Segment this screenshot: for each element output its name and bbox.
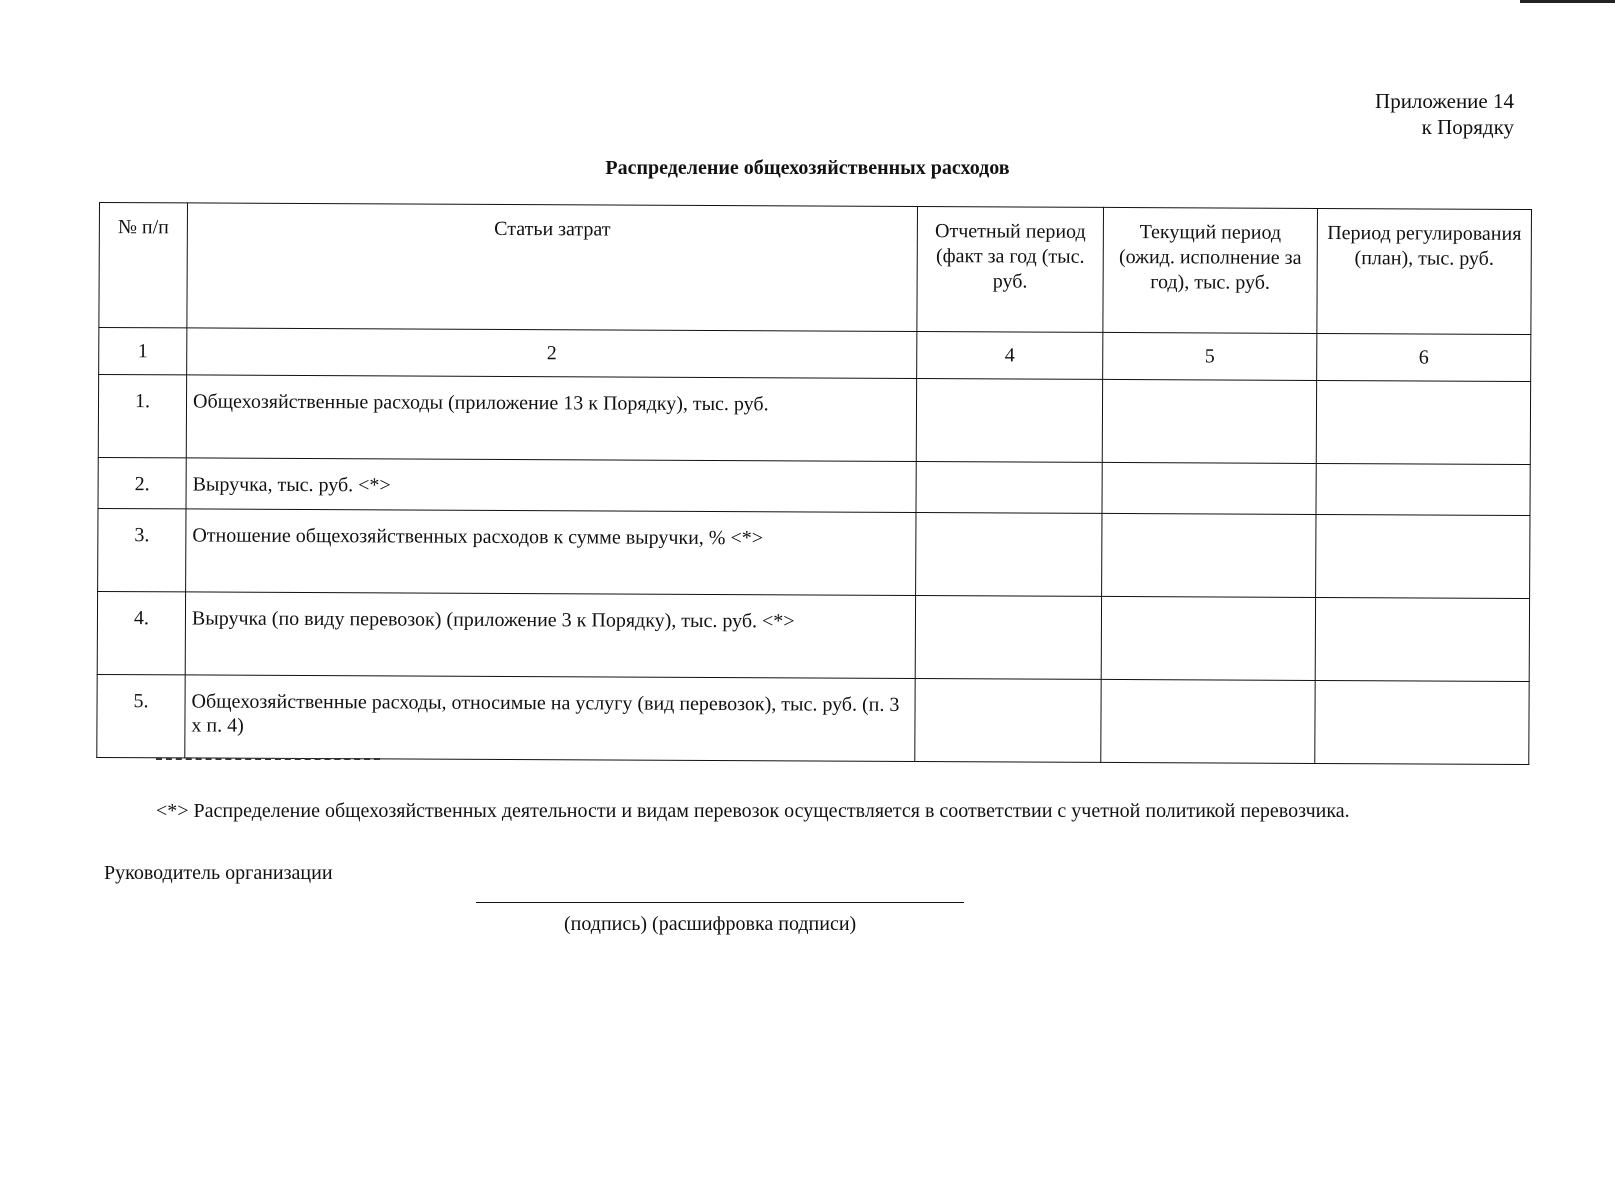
- signer-label: Руководитель организации: [104, 862, 333, 884]
- current-value-cell[interactable]: [1102, 462, 1316, 514]
- expense-distribution-table: [96, 202, 1532, 765]
- row-item: Отношение общехозяйственных расходов к сумме выручки, % <*>: [186, 509, 916, 596]
- signature-line[interactable]: [476, 902, 964, 903]
- appendix-number: Приложение 14: [1375, 89, 1514, 113]
- appendix-to-order: к Порядку: [1421, 115, 1514, 139]
- reported-value-cell[interactable]: [916, 378, 1102, 462]
- row-number: 3.: [98, 508, 186, 591]
- reported-value-cell[interactable]: [915, 595, 1101, 679]
- row-number: 4.: [97, 591, 185, 674]
- reported-value-cell[interactable]: [916, 512, 1102, 596]
- reported-value-cell[interactable]: [915, 678, 1101, 762]
- header-cell-number: № п/п: [99, 203, 188, 328]
- column-number: 2: [187, 328, 917, 379]
- regulation-value-cell[interactable]: [1315, 597, 1529, 681]
- table-row: [98, 457, 1530, 515]
- row-number: 1.: [98, 375, 186, 458]
- column-number: 5: [1103, 332, 1317, 380]
- regulation-value-cell[interactable]: [1316, 380, 1530, 464]
- table-row: [97, 674, 1529, 764]
- regulation-value-cell[interactable]: [1316, 514, 1530, 598]
- current-value-cell[interactable]: [1101, 596, 1315, 680]
- column-number: 4: [917, 331, 1103, 379]
- header-cell-regulation-period: Период регулирования (план), тыс. руб.: [1317, 208, 1532, 334]
- document-title: Распределение общехозяйственных расходов: [605, 157, 1010, 179]
- table-row: [98, 375, 1530, 465]
- column-number-row: [99, 328, 1531, 382]
- regulation-value-cell[interactable]: [1315, 680, 1529, 764]
- header-cell-current-period: Текущий период (ожид. исполнение за год), тыс. руб.: [1103, 207, 1318, 333]
- signature-caption: (подпись) (расшифровка подписи): [564, 913, 857, 935]
- current-value-cell[interactable]: [1102, 379, 1316, 463]
- row-item: Общехозяйственные расходы (приложение 13 к Порядку), тыс. руб.: [186, 375, 916, 462]
- row-item: Выручка (по виду перевозок) (приложение 3 к Порядку), тыс. руб. <*>: [185, 592, 915, 679]
- column-number: 6: [1317, 333, 1531, 381]
- scan-edge-mark: [1520, 0, 1615, 3]
- row-item: Выручка, тыс. руб. <*>: [186, 458, 916, 513]
- current-value-cell[interactable]: [1102, 513, 1316, 597]
- expense-table-wrapper: [96, 202, 1531, 765]
- header-cell-cost-items: Статьи затрат: [187, 203, 918, 332]
- row-item: Общехозяйственные расходы, относимые на услугу (вид перевозок), тыс. руб. (п. 3 х п. 4): [185, 675, 915, 762]
- footnote-separator: [156, 758, 380, 760]
- regulation-value-cell[interactable]: [1316, 463, 1530, 515]
- table-row: [97, 591, 1529, 681]
- appendix-reference: [1375, 88, 1514, 140]
- current-value-cell[interactable]: [1101, 679, 1315, 763]
- header-cell-reported-period: Отчетный период (факт за год (тыс. руб.: [917, 206, 1104, 332]
- row-number: 2.: [98, 457, 186, 508]
- reported-value-cell[interactable]: [916, 461, 1102, 513]
- table-row: [98, 508, 1530, 598]
- table-header-row: [99, 203, 1532, 335]
- footnote-text: <*> Распределение общехозяйственных деятельности и видам перевозок осуществляется в соответствии с учетной политикой перевозчика.: [156, 800, 1350, 822]
- column-number: 1: [99, 328, 187, 375]
- row-number: 5.: [97, 674, 185, 757]
